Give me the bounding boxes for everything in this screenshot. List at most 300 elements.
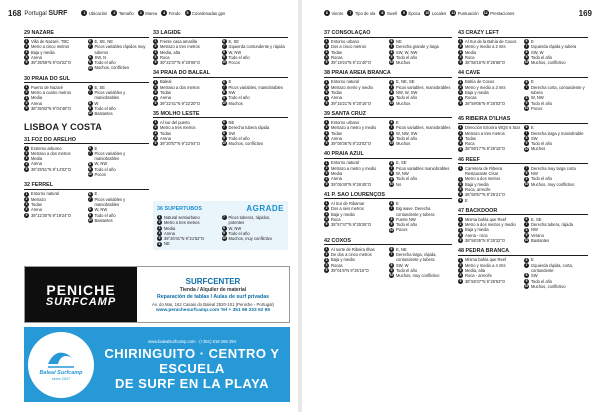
- attribute-number-icon: 2: [25, 90, 28, 95]
- attribute-value: 38°58'47"N 9°25'53"O: [465, 278, 506, 284]
- surf-spot: [324, 192, 452, 233]
- attribute-value: Arena: [331, 135, 342, 141]
- attribute-number-icon: 5: [459, 100, 462, 105]
- attribute-value: Muchos: [396, 141, 411, 147]
- attribute-number-icon: 3: [325, 211, 328, 216]
- attribute-value: Baleal: [160, 79, 172, 85]
- attribute-value: Todo el año: [228, 95, 250, 101]
- attribute-value: Metro y medio a 4 mts: [465, 262, 506, 268]
- attribute-number-icon: 8: [525, 227, 528, 232]
- attribute-number-icon: 4: [154, 95, 157, 100]
- attribute-number-icon: 1: [154, 39, 157, 44]
- attribute-value: Arena - roca: [465, 232, 488, 238]
- spot-attribute: [222, 101, 289, 106]
- spot-details: [24, 85, 149, 117]
- attribute-value: 39°19'24"N 9°21'40"O: [331, 60, 372, 66]
- attribute-value: Metro a dos metros: [465, 176, 501, 182]
- attribute-value: Baja y media: [31, 49, 55, 55]
- attribute-number-icon: 3: [325, 171, 328, 176]
- attribute-number-icon: 5: [25, 212, 28, 217]
- attribute-number-icon: 7: [223, 215, 225, 220]
- attribute-value: 38°59'17"N 9°25'15"O: [465, 146, 506, 152]
- attribute-number-icon: 7: [390, 44, 393, 49]
- attribute-number-icon: 7: [89, 44, 91, 49]
- attribute-number-icon: 8: [89, 161, 91, 166]
- attribute-value: Todo el año: [396, 267, 418, 273]
- attribute-value: Todas: [160, 90, 171, 96]
- spot-title: 33 LAGIDE: [153, 30, 288, 38]
- attribute-value: Entorno urbano: [331, 119, 360, 125]
- attribute-value: Todo el año: [531, 100, 553, 106]
- spot-title: 34 PRAIA DO BALEAL: [153, 70, 288, 78]
- attribute-value: De dos a cinco metros: [331, 252, 372, 258]
- attribute-number-icon: 8: [390, 49, 393, 54]
- attribute-number-icon: 4: [25, 161, 28, 166]
- spot-attribute: [458, 166, 522, 177]
- attribute-number-icon: 2: [325, 165, 328, 170]
- attribute-value: E: [94, 145, 98, 151]
- attribute-number-icon: 10: [222, 100, 226, 105]
- peniche-surfcamp-ad[interactable]: PENICHE SURFCAMP SURFCENTER Tienda / Alquiler de material Reparación de tablas / Aulas de surf privadas Av. do Mar, 162 Casais do Baleal 2520-101 (Peniche - Portugal) www.penichesurfcamp.com Tel + 351 96 233 62 95: [24, 266, 290, 323]
- attribute-number-icon: 6: [223, 79, 225, 84]
- attribute-number-icon: 9: [390, 222, 393, 227]
- attribute-number-icon: 8: [525, 49, 528, 54]
- attribute-value: E: [531, 39, 534, 44]
- attribute-value: Arena: [31, 54, 42, 60]
- attribute-value: Todo el año: [531, 141, 553, 147]
- attribute-value: Izquierda contundente y rápida: [228, 44, 285, 50]
- attribute-value: Arena: [31, 100, 42, 106]
- attribute-number-icon: 5: [459, 192, 462, 197]
- attribute-value: Baja y media: [331, 211, 355, 217]
- spot-attribute: [88, 90, 150, 101]
- attribute-number-icon: 1: [325, 201, 328, 206]
- attribute-number-icon: 9: [525, 55, 528, 60]
- attribute-value: Media: [465, 49, 477, 55]
- attribute-value: Fuerte NW: [396, 216, 416, 222]
- spot-details: [324, 79, 452, 105]
- legend-item: [483, 10, 515, 16]
- spot-attribute: [324, 60, 387, 65]
- spot-attribute: [324, 222, 387, 227]
- attribute-value: Rocas: [331, 262, 343, 268]
- legend-label: Época: [408, 10, 421, 16]
- attribute-number-icon: 6: [525, 39, 528, 44]
- attribute-value: Pocos: [94, 172, 106, 178]
- spot-attribute: [524, 60, 588, 65]
- attribute-value: E, SE, NE: [94, 39, 113, 44]
- spot-title: 38 PRAIA AREIA BRANCA: [324, 70, 452, 78]
- legend-number-icon: 1: [83, 11, 86, 15]
- attribute-number-icon: 2: [325, 206, 328, 211]
- legend-item: [161, 10, 180, 16]
- wave-icon: [46, 348, 76, 370]
- attribute-number-icon: 3: [25, 49, 28, 54]
- surf-spot: [24, 30, 149, 71]
- spot-attribute: [524, 284, 588, 289]
- attribute-number-icon: 7: [525, 130, 528, 135]
- attribute-value: Derecha tubera rápida: [228, 125, 270, 131]
- legend-number-icon: 11: [451, 11, 456, 15]
- attribute-value: E: [396, 200, 399, 206]
- legend-label: Locales: [431, 10, 447, 16]
- attribute-value: Derecha corta, contundente y tubera: [531, 84, 585, 96]
- attribute-number-icon: 5: [154, 100, 157, 105]
- attribute-value: Baja y media: [465, 90, 489, 96]
- attribute-number-icon: 5: [459, 238, 462, 243]
- spot-attribute: [524, 85, 588, 96]
- attribute-number-icon: 2: [154, 125, 157, 130]
- attribute-number-icon: 5: [325, 100, 328, 105]
- attribute-value: Entorno natural: [331, 160, 359, 166]
- attribute-number-icon: 10: [222, 60, 226, 65]
- attribute-number-icon: 3: [459, 90, 462, 95]
- attribute-value: Villa de Nazaré. TBC: [31, 39, 70, 44]
- attribute-number-icon: 4: [325, 55, 328, 60]
- spot-title: 35 MOLHO LESTE: [153, 111, 288, 119]
- attribute-value: Muchos, conflictivo: [531, 60, 566, 66]
- attribute-number-icon: 5: [25, 60, 28, 65]
- attribute-number-icon: 4: [154, 136, 157, 141]
- legend-number-icon: 4: [163, 11, 166, 15]
- attribute-value: Misma bahía que Reef: [465, 257, 507, 263]
- attribute-number-icon: 10: [524, 283, 529, 288]
- attribute-value: Entorno urbano: [331, 39, 360, 44]
- attribute-number-icon: 4: [459, 273, 462, 278]
- attribute-value: SW, W, NW: [396, 49, 418, 55]
- attribute-number-icon: 10: [389, 273, 394, 278]
- attribute-number-icon: 4: [158, 231, 161, 236]
- attribute-number-icon: 5: [325, 268, 328, 273]
- attribute-number-icon: 9: [525, 278, 528, 283]
- attribute-number-icon: 6: [89, 145, 91, 150]
- attribute-number-icon: 1: [459, 217, 462, 222]
- surf-spot: [24, 182, 149, 223]
- spot-title: 48 PEDRA BRANCA: [458, 248, 588, 256]
- attribute-number-icon: 3: [325, 49, 328, 54]
- surf-spot: [324, 30, 452, 65]
- attribute-number-icon: 5: [325, 222, 328, 227]
- attribute-number-icon: 4: [459, 55, 462, 60]
- attribute-number-icon: 3: [25, 202, 28, 207]
- attribute-number-icon: 7: [390, 252, 393, 257]
- attribute-number-icon: 7: [89, 151, 91, 156]
- spot-attribute: [389, 101, 452, 106]
- spot-attribute: [222, 236, 285, 241]
- attribute-value: W, NW: [94, 161, 108, 167]
- attribute-value: Extremo arbureo: [31, 145, 62, 151]
- attribute-number-icon: 2: [154, 44, 157, 49]
- attribute-value: W, NW: [94, 207, 108, 213]
- ad-url[interactable]: www.balealsurfcamp.com · (+351) 918 286 294: [148, 338, 236, 344]
- attribute-number-icon: 9: [223, 231, 225, 236]
- spot-title: 42 COXOS: [324, 238, 452, 246]
- spot-attribute: [24, 106, 86, 111]
- attribute-value: Dirección Ericeira WQS 6 Star: [465, 125, 521, 131]
- attribute-number-icon: 2: [459, 176, 462, 181]
- attribute-value: Todo el año: [94, 60, 116, 66]
- spot-details: [324, 247, 452, 279]
- attribute-value: Todo el año: [396, 135, 418, 141]
- legend-item: [324, 10, 343, 16]
- spot-details: [153, 79, 288, 105]
- attribute-number-icon: 10: [88, 65, 92, 70]
- attribute-value: E: [228, 79, 232, 85]
- attribute-number-icon: 6: [390, 79, 393, 84]
- legend-number-icon: 8: [381, 11, 384, 15]
- attribute-number-icon: 2: [325, 252, 328, 257]
- attribute-number-icon: 6: [89, 39, 91, 44]
- attribute-number-icon: 10: [524, 146, 529, 151]
- attribute-number-icon: 10: [222, 141, 226, 146]
- spot-attribute: [153, 141, 220, 146]
- attribute-value: Picos variables, maniobrables: [396, 125, 451, 131]
- attribute-number-icon: 10: [389, 100, 394, 105]
- attribute-number-icon: 7: [223, 125, 225, 130]
- surf-spot: [324, 111, 452, 146]
- peniche-surfcamp-logo: PENICHE SURFCAMP: [25, 267, 137, 322]
- attribute-value: Muchos, muy conflictivo: [531, 181, 575, 187]
- attribute-number-icon: 4: [325, 262, 328, 267]
- attribute-number-icon: 9: [89, 212, 91, 217]
- attribute-number-icon: 9: [525, 141, 528, 146]
- spot-title: 43 CRAZY LEFT: [458, 30, 588, 38]
- attribute-number-icon: 4: [325, 95, 328, 100]
- attribute-value: Roca: [331, 216, 341, 222]
- surf-spot: [458, 116, 588, 151]
- attribute-number-icon: 1: [25, 84, 28, 89]
- attribute-number-icon: 8: [89, 55, 91, 60]
- legend-item: [111, 10, 133, 16]
- spot-column: [153, 30, 288, 151]
- attribute-number-icon: 6: [390, 246, 393, 251]
- attribute-number-icon: 1: [154, 120, 157, 125]
- attribute-value: 39°01'6"N 9°25'16"O: [331, 267, 369, 273]
- attribute-value: Metrazo a metro y medio: [331, 125, 377, 131]
- attribute-value: Metro a cuatro metros: [31, 90, 72, 96]
- attribute-number-icon: 7: [390, 165, 393, 170]
- spot-details: [324, 39, 452, 65]
- attribute-value: SW: [531, 273, 538, 279]
- attribute-number-icon: 3: [325, 90, 328, 95]
- surf-spot: [153, 111, 288, 146]
- legend-item: [185, 10, 226, 16]
- surf-spot: [458, 248, 588, 289]
- attribute-number-icon: 9: [89, 166, 91, 171]
- attribute-number-icon: 3: [325, 130, 328, 135]
- attribute-number-icon: 1: [325, 160, 328, 165]
- supertubos-sponsored-box: [153, 201, 288, 250]
- attribute-number-icon: 5: [459, 146, 462, 151]
- attribute-value: Picos variables y maniobrables: [94, 150, 126, 162]
- attribute-number-icon: 10: [88, 172, 92, 177]
- attribute-value: Izquierda rápida y tubera: [531, 44, 577, 50]
- spot-attribute: [88, 172, 150, 177]
- attribute-number-icon: 5: [325, 60, 328, 65]
- attribute-number-icon: 8: [223, 90, 225, 95]
- attribute-number-icon: 8: [390, 90, 393, 95]
- attribute-number-icon: 3: [154, 49, 157, 54]
- attribute-number-icon: 6: [89, 84, 91, 89]
- attribute-value: Metrazo metro y medio: [331, 84, 373, 90]
- attribute-value: Pocos: [228, 60, 240, 66]
- attribute-value: Pocos: [531, 105, 543, 111]
- attribute-number-icon: 9: [390, 55, 393, 60]
- attribute-value: Muchos, conflictivo: [94, 65, 130, 71]
- spot-attribute: [88, 218, 150, 223]
- attribute-value: E, NE: [396, 246, 407, 252]
- spot-attribute: [24, 167, 86, 172]
- attribute-value: 39°22'41"N 9°22'20"O: [160, 100, 201, 106]
- attribute-value: E: [531, 79, 534, 85]
- attribute-number-icon: 2: [25, 44, 28, 49]
- legend: [324, 10, 514, 16]
- attribute-number-icon: 10: [389, 60, 394, 65]
- attribute-value: Big wave. Derecha contundente y tubera: [396, 206, 435, 217]
- attribute-number-icon: 6: [525, 125, 528, 130]
- spot-details: [24, 191, 149, 223]
- attribute-value: Natural semiurbano: [164, 215, 200, 220]
- attribute-value: Bastantes: [94, 111, 113, 117]
- attribute-number-icon: 8: [223, 225, 225, 230]
- attribute-number-icon: 10: [524, 106, 529, 111]
- legend-label: Prestaciones: [490, 10, 515, 16]
- attribute-value: Metrazo a tres metros: [160, 44, 200, 50]
- legend-label: Tamaño: [118, 10, 134, 16]
- attribute-value: Todo el año: [94, 105, 116, 111]
- spot-title: 44 CAVE: [458, 70, 588, 78]
- attribute-value: Picos tuberos, rápidos, potentes: [228, 215, 271, 226]
- attribute-number-icon: 9: [223, 95, 225, 100]
- attribute-value: Muchos: [396, 60, 411, 66]
- spot-details: [24, 39, 149, 71]
- surf-spot: [324, 151, 452, 186]
- attribute-value: Arena: [31, 161, 42, 167]
- attribute-value: Todas: [331, 130, 342, 136]
- attribute-number-icon: 1: [25, 145, 28, 150]
- spot-title: 45 RIBEIRA D'ILHAS: [458, 116, 588, 124]
- attribute-number-icon: 10: [88, 218, 92, 223]
- ad-url[interactable]: www.penichesurfcamp.com Tel + 351 96 233 62 95: [156, 307, 270, 313]
- attribute-number-icon: 7: [525, 262, 528, 267]
- attribute-number-icon: 10: [222, 236, 226, 241]
- attribute-number-icon: 9: [390, 136, 393, 141]
- spot-attribute: [157, 241, 220, 246]
- attribute-number-icon: 9: [525, 100, 528, 105]
- spot-details: [24, 146, 149, 178]
- left-page: [0, 0, 298, 412]
- spot-attribute: [524, 106, 588, 111]
- attribute-number-icon: 6: [525, 257, 528, 262]
- right-header: [302, 6, 600, 20]
- attribute-value: SW: [531, 135, 538, 141]
- legend-label: Viento: [331, 10, 344, 16]
- spot-attribute: [389, 60, 452, 65]
- surf-spot: [458, 70, 588, 111]
- attribute-number-icon: 7: [390, 125, 393, 130]
- attribute-value: No: [396, 181, 402, 187]
- attribute-value: Todo el año: [531, 54, 553, 60]
- attribute-number-icon: 1: [158, 215, 161, 220]
- attribute-value: Dos a seis metros: [331, 206, 364, 212]
- attribute-value: NW, W, SW: [396, 90, 418, 96]
- attribute-number-icon: 1: [25, 39, 28, 44]
- attribute-value: Media: [31, 156, 43, 162]
- attribute-value: E: [531, 125, 534, 131]
- spot-attribute: [88, 111, 150, 116]
- attribute-value: Picos variables, maniobrables: [228, 84, 283, 90]
- attribute-value: Dos a cinco metros: [331, 44, 367, 50]
- attribute-number-icon: 3: [325, 257, 328, 262]
- attribute-value: E: [94, 191, 98, 197]
- legend-label: Puntuación: [457, 10, 479, 16]
- agrade-logo: AGRADE: [246, 204, 284, 213]
- legend-item: [424, 10, 446, 16]
- legend-label: Tipo de ola: [354, 10, 376, 16]
- attribute-value: Baja y media: [331, 257, 355, 263]
- spot-attribute: [324, 141, 387, 146]
- attribute-number-icon: 2: [459, 44, 462, 49]
- surf-spot: [24, 76, 149, 117]
- baleal-surfcamp-ad[interactable]: Baleal Surfcamp since 2007 www.balealsurfcamp.com · (+351) 918 286 294 CHIRINGUITO · CENTRO Y ESCUELA DE SURF EN LA PLAYA: [24, 327, 290, 402]
- attribute-number-icon: 2: [154, 84, 157, 89]
- attribute-number-icon: 6: [223, 120, 225, 125]
- attribute-number-icon: 7: [525, 165, 528, 170]
- attribute-value: Metraso a dos metros: [31, 150, 71, 156]
- spot-attribute: [389, 182, 452, 187]
- attribute-number-icon: 2: [25, 151, 28, 156]
- spot-details: [153, 120, 288, 146]
- spot-details: [458, 125, 588, 151]
- attribute-value: Metrazo a metro y medio: [331, 165, 377, 171]
- attribute-value: E, SE: [531, 216, 542, 222]
- spot-details: [153, 39, 288, 65]
- spot-title: 40 PRAIA AZUL: [324, 151, 452, 159]
- attribute-number-icon: 9: [390, 95, 393, 100]
- attribute-number-icon: 4: [25, 207, 28, 212]
- surf-spot: [153, 30, 288, 65]
- attribute-number-icon: 3: [25, 156, 28, 161]
- attribute-number-icon: 8: [525, 171, 528, 176]
- attribute-value: Roca - arrecife: [465, 273, 492, 279]
- attribute-number-icon: 5: [154, 141, 157, 146]
- attribute-value: SW, N: [94, 54, 107, 60]
- attribute-number-icon: 1: [154, 79, 157, 84]
- attribute-value: Derecha grande y larga: [396, 44, 439, 50]
- attribute-number-icon: 2: [459, 262, 462, 267]
- page-number: 168: [8, 8, 22, 18]
- spot-title: 41 P. SAO LOURENÇOS: [324, 192, 452, 200]
- attribute-number-icon: 5: [158, 236, 161, 241]
- baleal-surfcamp-logo: Baleal Surfcamp since 2007: [28, 332, 94, 398]
- attribute-value: Metro a tres metros: [164, 220, 200, 226]
- spot-attribute: [524, 238, 588, 243]
- attribute-value: Media: [31, 95, 43, 101]
- book-title: Portugal SURF: [24, 9, 68, 17]
- attribute-number-icon: 10: [524, 238, 529, 243]
- attribute-value: Media, alta: [465, 267, 486, 273]
- spot-attribute: [88, 151, 150, 162]
- attribute-value: Arena: [31, 207, 42, 213]
- legend-label: Marea: [145, 10, 158, 16]
- attribute-number-icon: 3: [459, 268, 462, 273]
- attribute-number-icon: 9: [390, 176, 393, 181]
- attribute-value: Todo el año: [396, 222, 418, 228]
- attribute-value: Arena: [160, 135, 171, 141]
- spot-details: [324, 201, 452, 233]
- attribute-number-icon: 7: [89, 196, 91, 201]
- attribute-number-icon: 8: [89, 100, 91, 105]
